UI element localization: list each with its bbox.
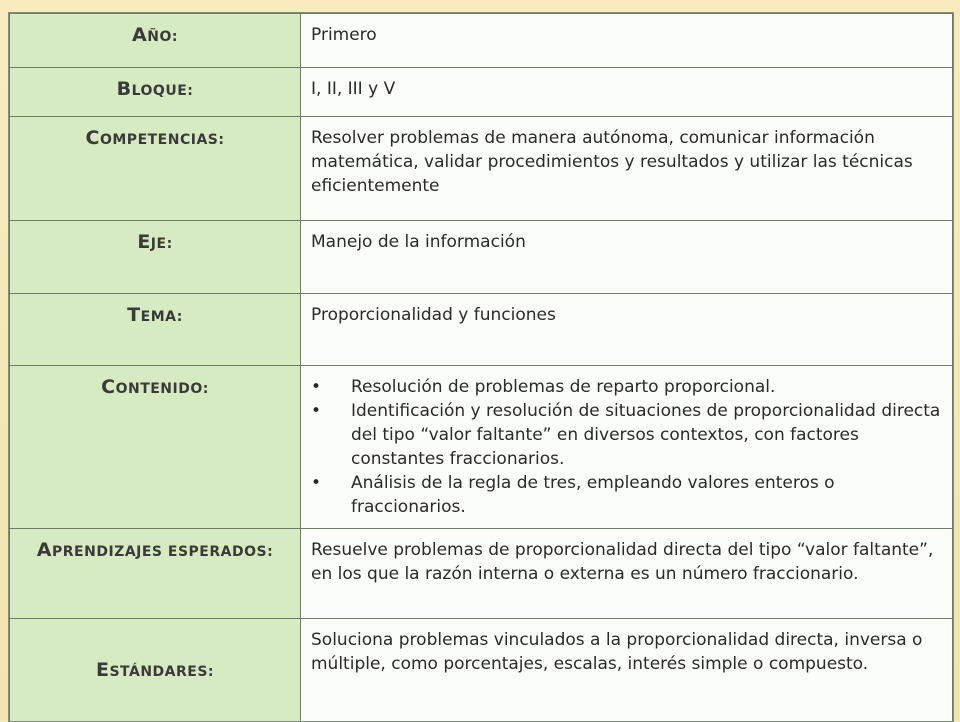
- label-competencias: [10, 117, 301, 221]
- label-bloque-initial: B: [116, 78, 132, 100]
- label-aprendizajes-initial: A: [36, 539, 53, 561]
- label-eje: [10, 221, 301, 294]
- label-tema-rest: EMA:: [140, 309, 183, 325]
- label-ano-rest: ÑO:: [147, 29, 178, 45]
- label-ano: [10, 14, 301, 68]
- label-competencias-initial: C: [85, 127, 100, 149]
- value-contenido: [301, 366, 953, 529]
- label-estandares-rest: STÁNDARES:: [109, 663, 215, 680]
- label-estandares: [10, 619, 301, 722]
- label-contenido: [10, 366, 301, 529]
- table-row-eje: [10, 221, 953, 294]
- label-eje-rest: JE:: [150, 236, 173, 252]
- table-row-competencias: [10, 117, 953, 221]
- list-item: • Resolución de problemas de reparto proporcional.: [341, 375, 944, 399]
- label-contenido-rest: ONTENIDO:: [115, 381, 209, 397]
- table-row-estandares: [10, 619, 953, 722]
- table-row-aprendizajes: [10, 529, 953, 619]
- table-row-bloque: [10, 68, 953, 117]
- label-tema: [10, 294, 301, 366]
- label-bloque-rest: LOQUE:: [131, 83, 194, 99]
- value-aprendizajes: Resuelve problemas de proporcionalidad directa del tipo “valor faltante”, en los que la razón interna o externa es un número fraccionario.: [301, 529, 953, 619]
- list-item: • Análisis de la regla de tres, empleando valores enteros o fraccionarios.: [341, 471, 944, 519]
- label-eje-initial: E: [137, 231, 151, 253]
- planning-table: [9, 13, 953, 722]
- label-aprendizajes: [10, 529, 301, 619]
- value-ano: Primero: [301, 14, 953, 68]
- value-estandares: Soluciona problemas vinculados a la proporcionalidad directa, inversa o múltiple, como porcentajes, escalas, interés simple o compuesto.: [301, 619, 953, 722]
- label-competencias-rest: OMPETENCIAS:: [99, 132, 225, 148]
- list-item: • Identificación y resolución de situaciones de proporcionalidad directa del tipo “valor faltante” en diversos contextos, con factores constantes fraccionarios.: [341, 399, 944, 471]
- label-bloque: [10, 68, 301, 117]
- label-ano-initial: A: [132, 24, 148, 46]
- planning-table-container: [8, 12, 954, 722]
- label-aprendizajes-rest: PRENDIZAJES ESPERADOS:: [52, 544, 274, 560]
- value-bloque: I, II, III y V: [301, 68, 953, 117]
- value-eje: Manejo de la información: [301, 221, 953, 294]
- table-row-ano: [10, 14, 953, 68]
- value-tema: Proporcionalidad y funciones: [301, 294, 953, 366]
- contenido-list: [311, 375, 944, 519]
- label-contenido-initial: C: [101, 376, 116, 398]
- label-estandares-initial: E: [95, 658, 110, 681]
- table-row-tema: [10, 294, 953, 366]
- value-competencias: Resolver problemas de manera autónoma, comunicar información matemática, validar procedimientos y resultados y utilizar las técnicas eficientemente: [301, 117, 953, 221]
- table-row-contenido: [10, 366, 953, 529]
- label-tema-initial: T: [127, 304, 141, 326]
